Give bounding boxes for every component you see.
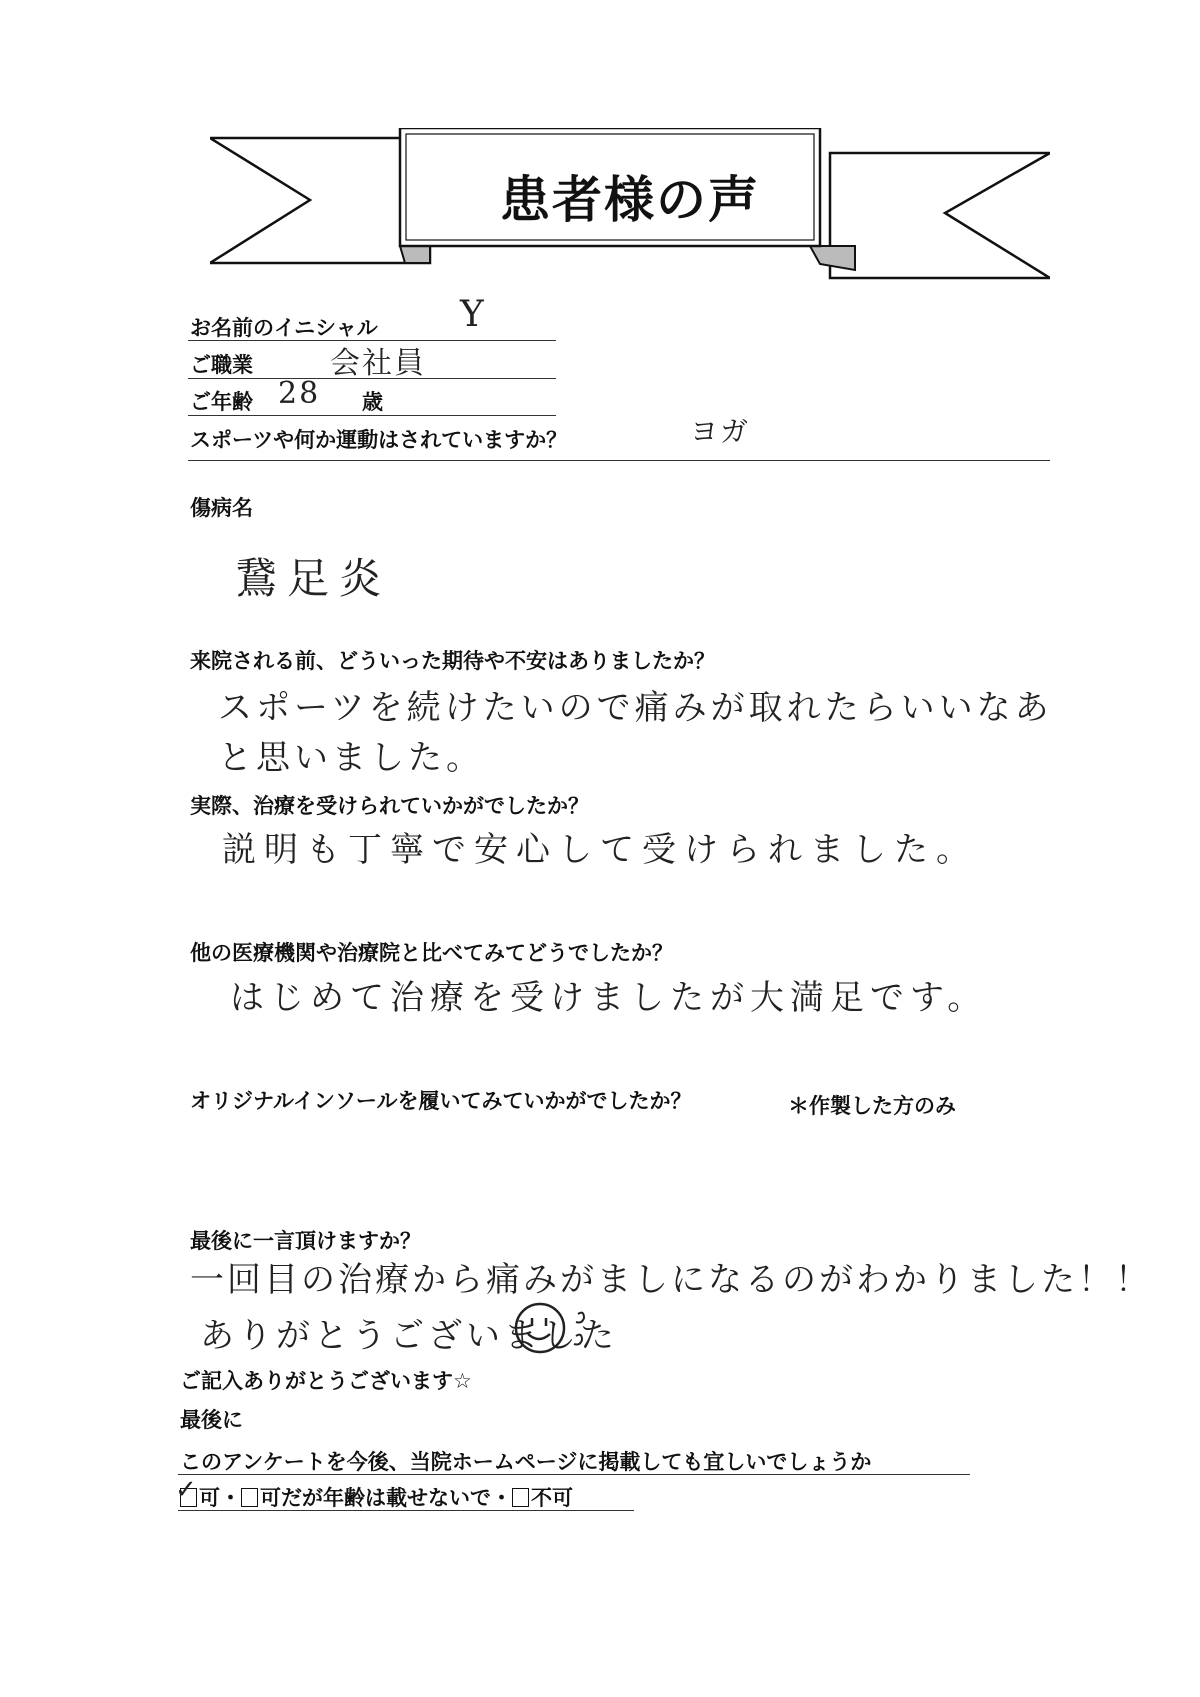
answer-line: ありがとうございました: [200, 1316, 618, 1356]
question-label: 実際、治療を受けられていかがでしたか？: [190, 794, 589, 818]
banner-left-fold: [400, 246, 430, 263]
question-label: 他の医療機関や治療院と比べてみてどうでしたか？: [190, 941, 673, 965]
banner-right-fold: [810, 246, 855, 270]
option-label: 不可: [531, 1486, 573, 1510]
option-separator: ・: [220, 1486, 241, 1510]
check-mark-icon: ✓: [175, 1475, 197, 1505]
question-label: 来院される前、どういった期待や不安はありましたか？: [190, 649, 715, 673]
lastly-text: 最後に: [180, 1408, 243, 1432]
job-label: ご職業: [190, 353, 253, 377]
sport-label: スポーツや何か運動はされていますか？: [190, 428, 568, 452]
initials-label: お名前のイニシャル: [190, 316, 378, 340]
age-suffix: 歳: [362, 390, 383, 414]
option-separator: ・: [491, 1486, 512, 1510]
option-label: 可: [199, 1486, 220, 1510]
option-checkbox-deny[interactable]: [512, 1488, 529, 1507]
diagnosis-value: 鵞足炎: [235, 554, 392, 603]
page-title: 患者様の声: [500, 171, 760, 229]
banner-right-tail: [830, 153, 1050, 278]
banner-left-tail: [210, 138, 430, 263]
consent-options: [175, 1475, 573, 1512]
option-checkbox-allow[interactable]: [175, 1475, 197, 1507]
smiley-face-icon: [512, 1300, 602, 1360]
initials-value: Y: [460, 294, 488, 335]
age-value: 28: [278, 376, 321, 411]
answer-line: はじめて治療を受けましたが大満足です。: [230, 978, 988, 1018]
answer-line: と思いました。: [218, 738, 484, 778]
thanks-text: ご記入ありがとうございます☆: [180, 1369, 472, 1393]
age-prefix: ご年齢: [190, 390, 253, 414]
consent-question: このアンケートを今後、当院ホームページに掲載しても宜しいでしょうか: [180, 1450, 872, 1474]
option-checkbox-allow-no-age[interactable]: [241, 1488, 258, 1507]
job-value: 会社員: [330, 346, 426, 381]
answer-line: 説明も丁寧で安心して受けられました。: [222, 830, 978, 870]
question-note: ＊作製した方のみ: [788, 1094, 956, 1118]
option-label: 可だが年齢は載せないで: [260, 1486, 491, 1510]
answer-line: スポーツを続けたいので痛みが取れたらいいなあ: [218, 688, 1053, 728]
sport-value: ヨガ: [690, 415, 751, 448]
question-label: オリジナルインソールを履いてみていかがでしたか？: [190, 1089, 692, 1113]
question-label: 最後に一言頂けますか？: [190, 1229, 421, 1253]
diagnosis-label: 傷病名: [190, 496, 253, 520]
answer-line: 一回目の治療から痛みがましになるのがわかりました！！: [190, 1260, 1152, 1300]
